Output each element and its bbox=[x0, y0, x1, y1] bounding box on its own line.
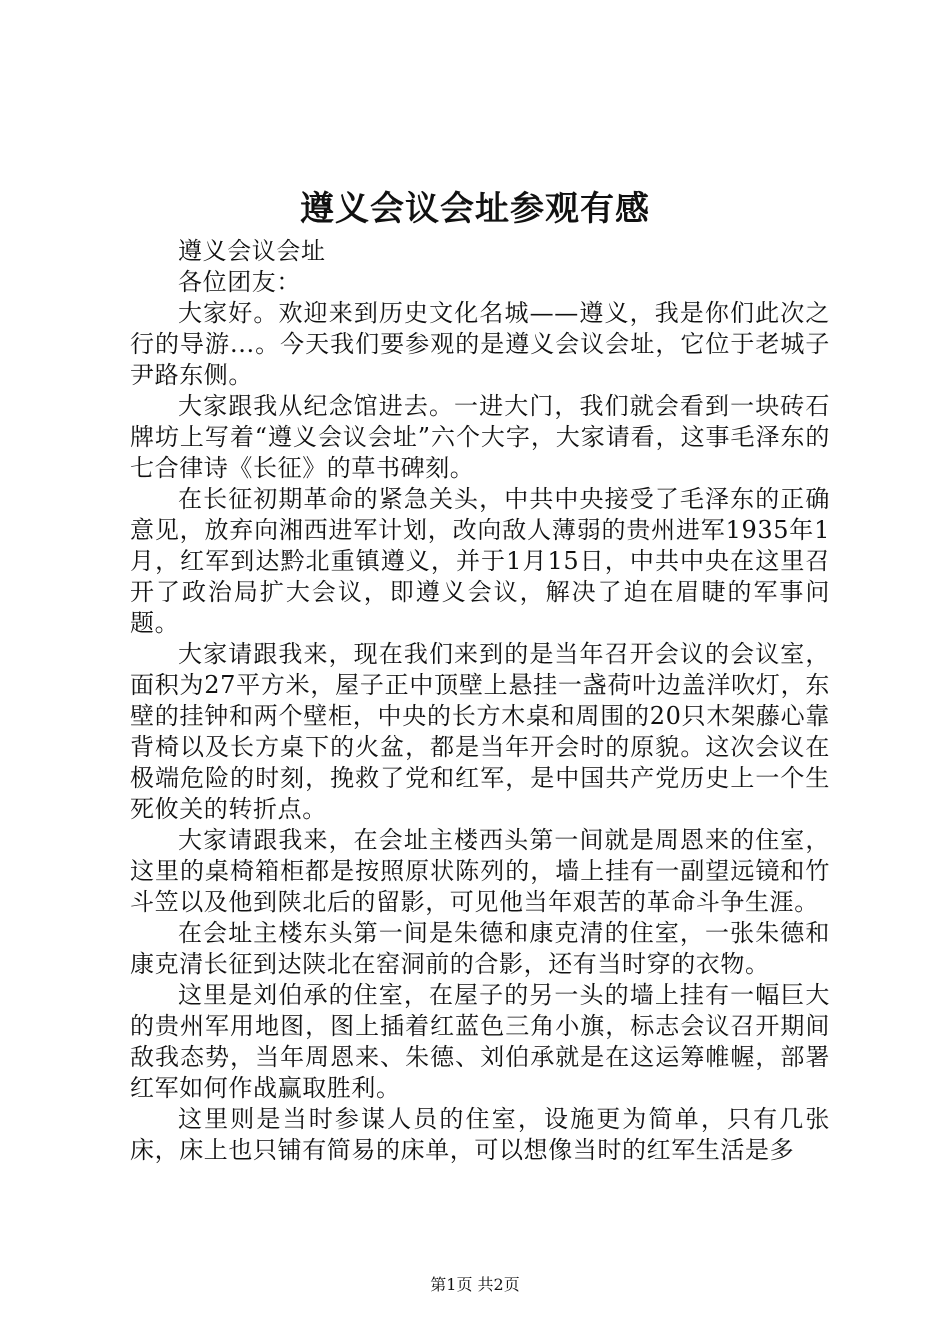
paragraph-zhou-enlai-room: 大家请跟我来，在会址主楼西头第一间就是周恩来的住室，这里的桌椅箱柜都是按照原状陈列的，墙上挂有一副望远镜和竹斗笠以及他到陕北后的留影，可见他当年艰苦的革命斗争生涯。 bbox=[130, 826, 830, 916]
paragraph-heading: 遵义会议会址 bbox=[178, 237, 326, 265]
paragraph-salutation: 各位团友： bbox=[178, 268, 301, 296]
paragraph-welcome: 大家好。欢迎来到历史文化名城——遵义，我是你们此次之行的导游...。今天我们要参观的是遵义会议会址，它位于老城子尹路东侧。 bbox=[130, 299, 830, 389]
paragraph-memorial-gate: 大家跟我从纪念馆进去。一进大门，我们就会看到一块砖石牌坊上写着“遵义会议会址”六个大字，大家请看，这事毛泽东的七合律诗《长征》的草书碑刻。 bbox=[130, 392, 830, 482]
document-title: 遵义会议会址参观有感 bbox=[300, 189, 650, 229]
document-body bbox=[130, 236, 830, 1166]
paragraph-staff-room: 这里则是当时参谋人员的住室，设施更为简单，只有几张床，床上也只铺有简易的床单，可以想像当时的红军生活是多 bbox=[130, 1105, 830, 1164]
page-number: 第1页 共2页 bbox=[430, 1275, 520, 1294]
paragraph-zhu-de-room: 在会址主楼东头第一间是朱德和康克清的住室，一张朱德和康克清长征到达陕北在窑洞前的合影，还有当时穿的衣物。 bbox=[130, 919, 830, 978]
paragraph-history: 在长征初期革命的紧急关头，中共中央接受了毛泽东的正确意见，放弃向湘西进军计划，改向敌人薄弱的贵州进军1935年1月，红军到达黔北重镇遵义，并于1月15日，中共中央在这里召开了政治局扩大会议，即遵义会议，解决了迫在眉睫的军事问题。 bbox=[130, 485, 830, 637]
paragraph-liu-bocheng-room: 这里是刘伯承的住室，在屋子的另一头的墙上挂有一幅巨大的贵州军用地图，图上插着红蓝色三角小旗，标志会议召开期间敌我态势，当年周恩来、朱德、刘伯承就是在这运筹帷幄，部署红军如何作战赢取胜利。 bbox=[130, 981, 830, 1102]
paragraph-meeting-room: 大家请跟我来，现在我们来到的是当年召开会议的会议室，面积为27平方米，屋子正中顶壁上悬挂一盏荷叶边盖洋吹灯，东壁的挂钟和两个壁柜，中央的长方木桌和周围的20只木架藤心靠背椅以及长方桌下的火盆，都是当年开会时的原貌。这次会议在极端危险的时刻，挽救了党和红军，是中国共产党历史上一个生死攸关的转折点。 bbox=[130, 640, 830, 823]
